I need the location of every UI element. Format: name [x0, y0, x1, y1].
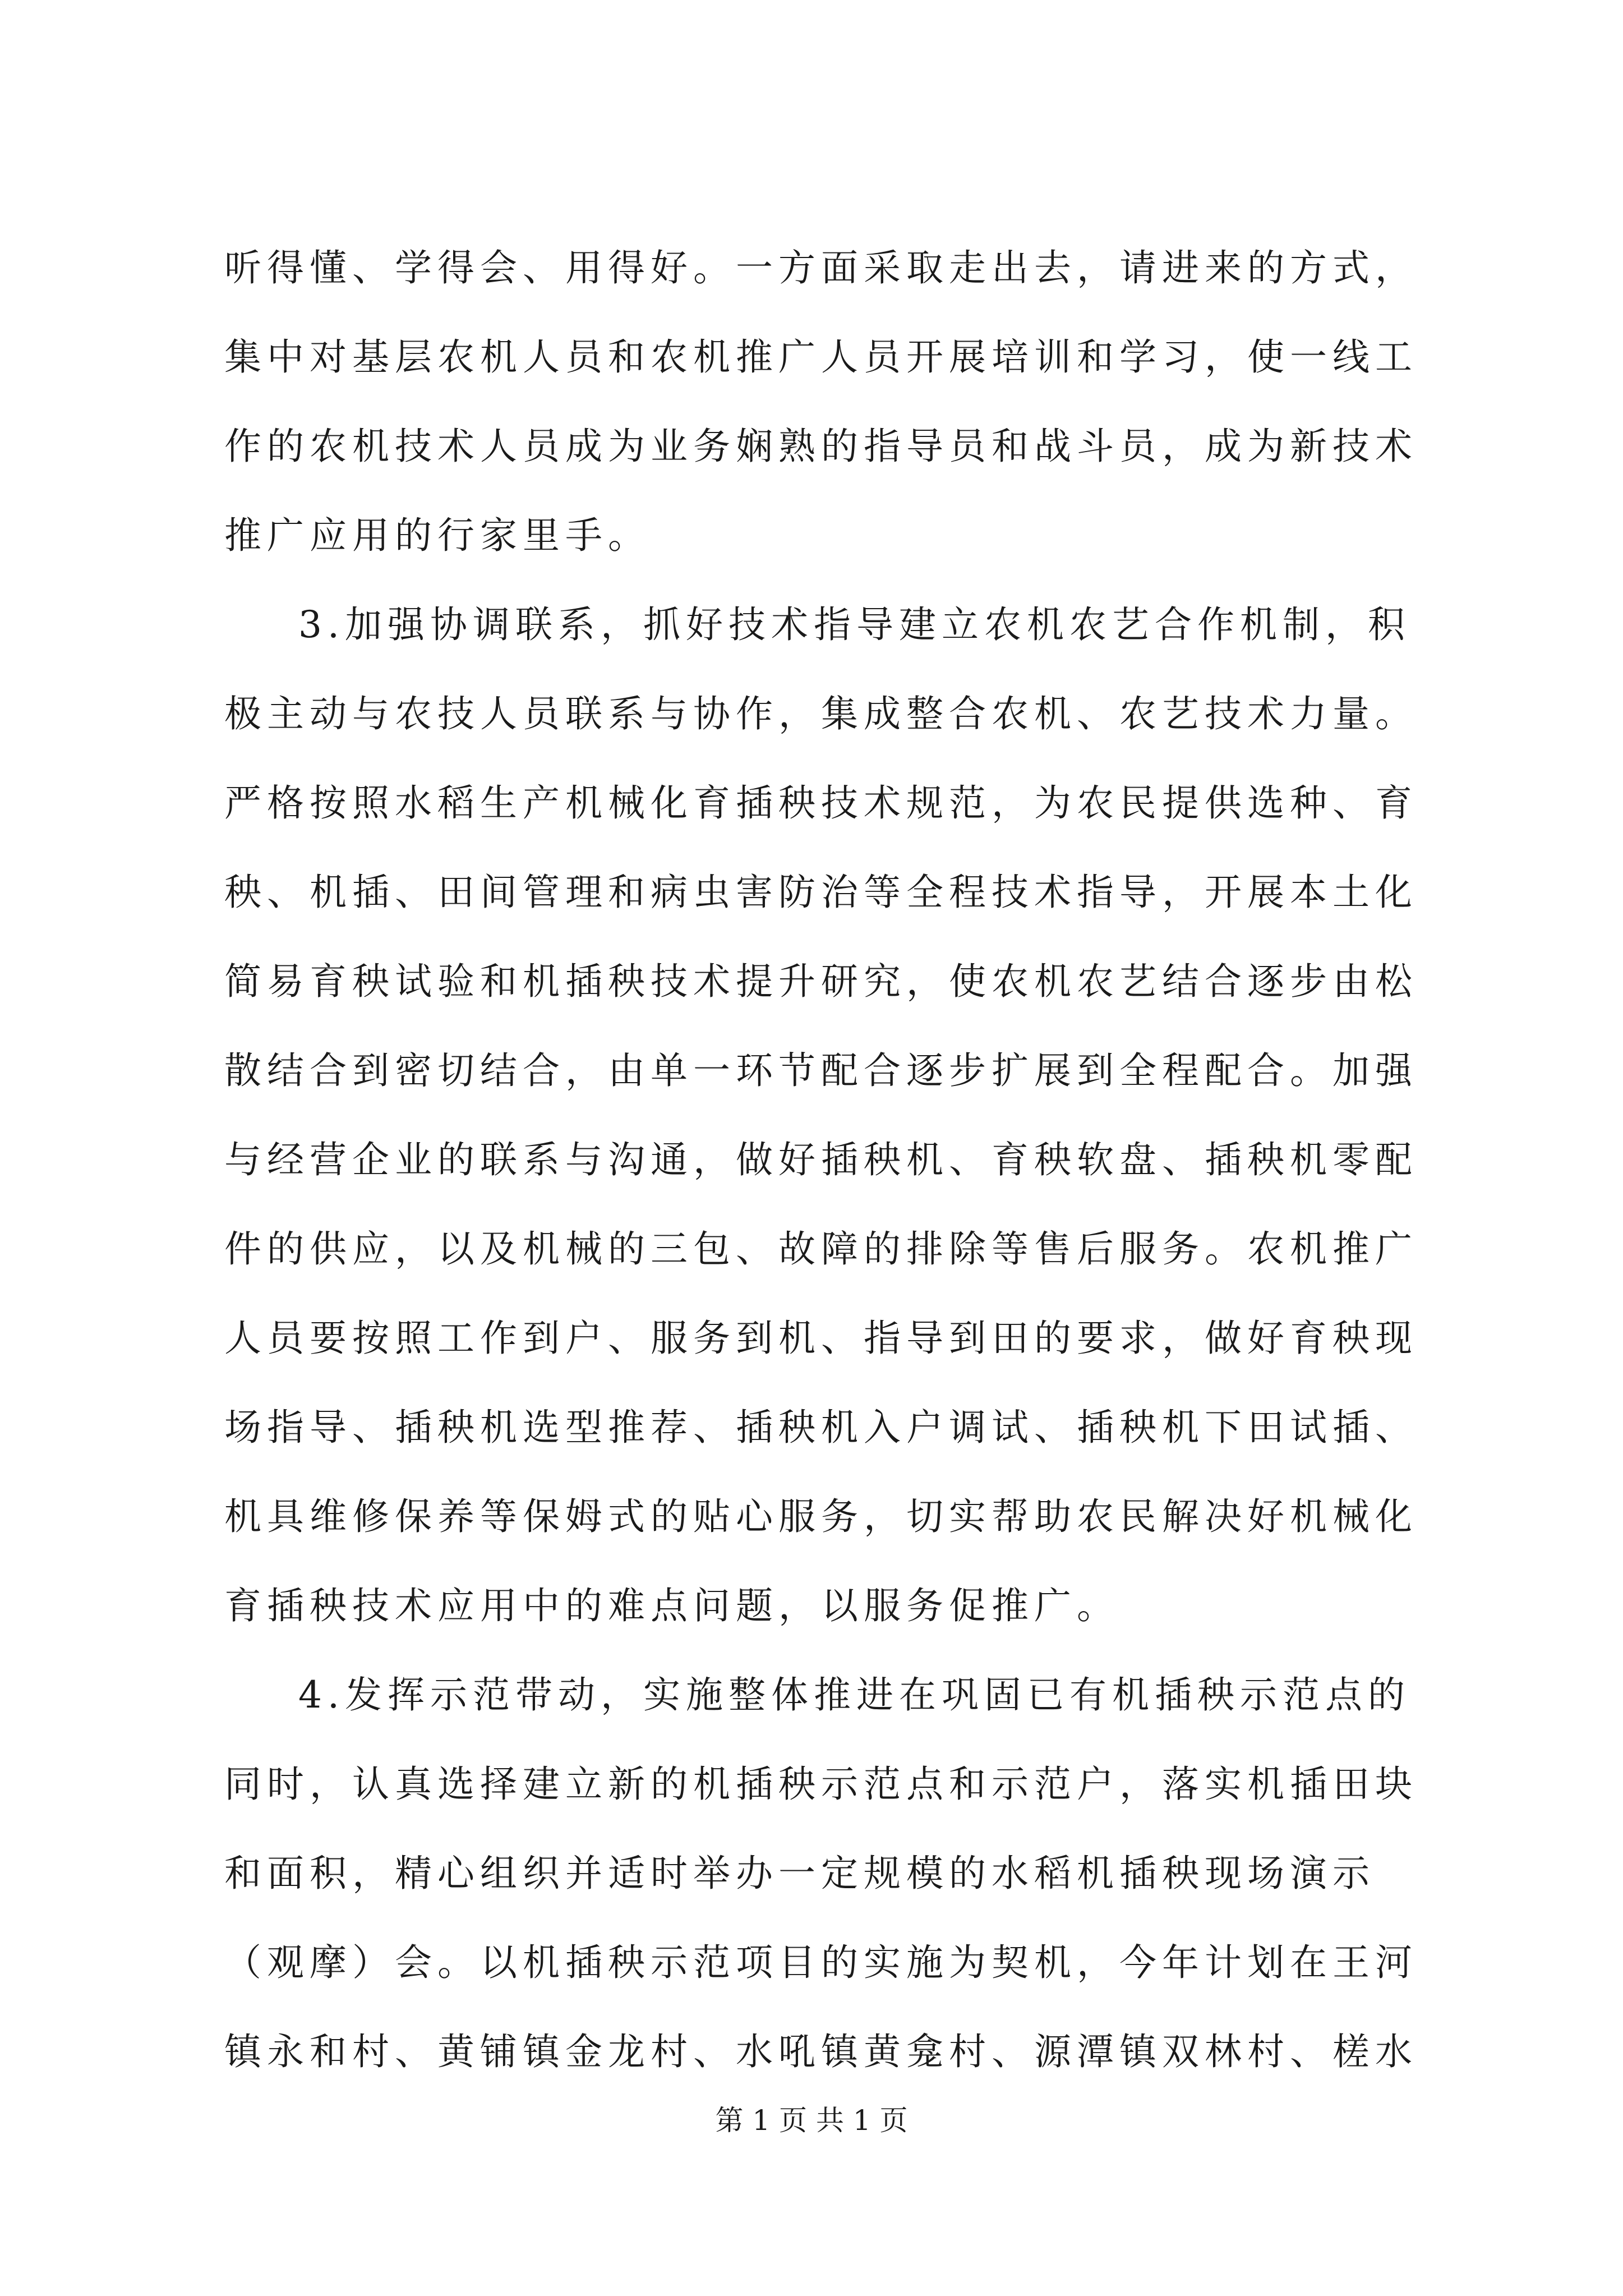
- paragraph-4-first-line: 4.发挥示范带动，实施整体推进在巩固已有机插秧示范点的: [298, 1673, 1410, 1717]
- text-line: 同时，认真选择建立新的机插秧示范点和示范户，落实机插田块: [224, 1763, 1418, 1806]
- text-line: 秧、机插、田间管理和病虫害防治等全程技术指导，开展本土化: [224, 871, 1418, 914]
- text-line: 极主动与农技人员联系与协作，集成整合农机、农艺技术力量。: [224, 692, 1418, 735]
- text-line: 集中对基层农机人员和农机推广人员开展培训和学习，使一线工: [224, 335, 1418, 379]
- text-line: 听得懂、学得会、用得好。一方面采取走出去，请进来的方式，: [224, 246, 1418, 289]
- text-line: 严格按照水稻生产机械化育插秧技术规范，为农民提供选种、育: [224, 781, 1418, 825]
- document-body: [224, 223, 1418, 2096]
- text-line: 件的供应，以及机械的三包、故障的排除等售后服务。农机推广: [224, 1227, 1418, 1271]
- page-number-footer: 第 1 页 共 1 页: [715, 2104, 908, 2137]
- text-line: 育插秧技术应用中的难点问题，以服务促推广。: [224, 1584, 1119, 1627]
- text-line: 人员要按照工作到户、服务到机、指导到田的要求，做好育秧现: [224, 1317, 1418, 1360]
- text-line: 简易育秧试验和机插秧技术提升研究，使农机农艺结合逐步由松: [224, 960, 1418, 1003]
- text-line: 场指导、插秧机选型推荐、插秧机入户调试、插秧机下田试插、: [224, 1406, 1418, 1449]
- text-line: 和面积，精心组织并适时举办一定规模的水稻机插秧现场演示: [224, 1852, 1375, 1895]
- paragraph-3-first-line: 3.加强协调联系，抓好技术指导建立农机农艺合作机制，积: [298, 603, 1410, 646]
- text-line: 散结合到密切结合，由单一环节配合逐步扩展到全程配合。加强: [224, 1049, 1418, 1092]
- text-line: 推广应用的行家里手。: [224, 514, 651, 557]
- text-line: 作的农机技术人员成为业务娴熟的指导员和战斗员，成为新技术: [224, 425, 1418, 468]
- text-line: 镇永和村、黄铺镇金龙村、水吼镇黄龛村、源潭镇双林村、槎水: [224, 2030, 1418, 2073]
- text-line: 机具维修保养等保姆式的贴心服务，切实帮助农民解决好机械化: [224, 1495, 1418, 1538]
- text-line: （观摩）会。以机插秧示范项目的实施为契机，今年计划在王河: [224, 1941, 1418, 1984]
- text-line: 与经营企业的联系与沟通，做好插秧机、育秧软盘、插秧机零配: [224, 1138, 1418, 1181]
